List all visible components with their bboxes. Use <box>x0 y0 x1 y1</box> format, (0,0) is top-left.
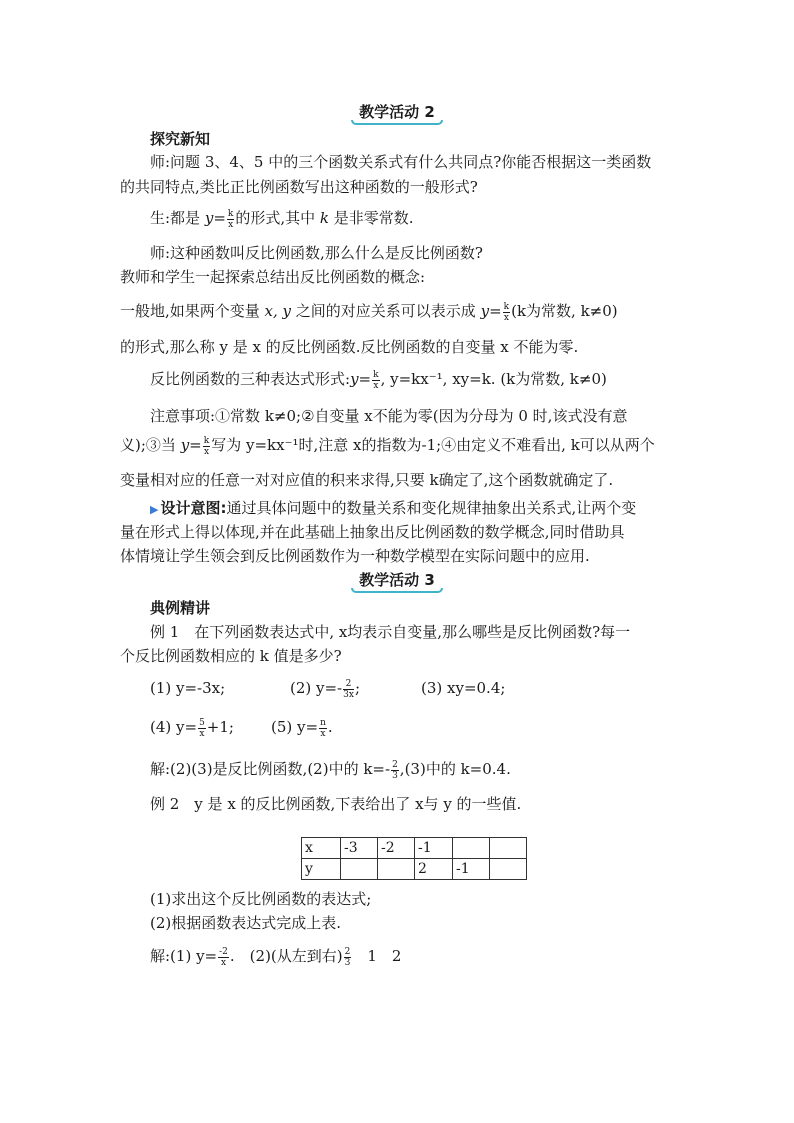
teacher-question-1-line-2: 的共同特点,类比正比例函数写出这种函数的一般形式? <box>120 178 478 196</box>
table-row <box>302 859 527 880</box>
teacher-question-1-line-1: 师:问题 3、4、5 中的三个函数关系式有什么共同点?你能否根据这一类函数 <box>150 153 652 171</box>
notes-line-3: 变量相对应的任意一对对应值的积来求得,只要 k确定了,这个函数就确定了. <box>120 471 614 489</box>
table-cell: x <box>302 838 341 859</box>
option-4: (4) y= $\frac{5}{x}$ +1; <box>150 717 234 739</box>
option-2: (2) y=- $\frac{2}{3x}$ ; <box>290 678 361 700</box>
table-cell: -3 <box>341 838 378 859</box>
design-intent-line-2: 量在形式上得以体现,并在此基础上抽象出反比例函数的数学概念,同时借助具 <box>120 523 625 541</box>
fraction-k-over-x: $\frac{k}{x}$ <box>227 208 234 230</box>
definition-line-1: 一般地,如果两个变量 x, y 之间的对应关系可以表示成 y= $\frac{k}{x}$ (k为常数, k≠0) <box>120 301 618 323</box>
example1-line-1: 例 1 在下列函数表达式中, x均表示自变量,那么哪些是反比例函数?每一 <box>150 623 631 641</box>
three-forms: 反比例函数的三种表达式形式:y= $\frac{k}{x}$ , y=kx⁻¹, xy=k. (k为常数, k≠0) <box>150 369 607 391</box>
play-arrow-icon: ▶ <box>150 503 159 516</box>
solution-1: 解:(2)(3)是反比例函数,(2)中的 k=- $\frac{2}{3}$ ,(3)中的 k=0.4. <box>150 759 511 781</box>
student-answer: 生:都是 y= $\frac{k}{x}$ 的形式,其中 k 是非零常数. <box>150 208 414 230</box>
table-cell: -1 <box>415 838 453 859</box>
explore-text: 教师和学生一起探索总结出反比例函数的概念: <box>120 268 426 286</box>
activity2-subheading: 探究新知 <box>150 130 211 148</box>
question-1: (1)求出这个反比例函数的表达式; <box>150 890 372 908</box>
activity2-heading-wrap <box>0 101 794 125</box>
table-cell: -1 <box>453 859 490 880</box>
option-1: (1) y=-3x; <box>150 679 226 697</box>
solution-2: 解:(1) y= $\frac{-2}{x}$ . (2)(从左到右) $\frac{2}{3}$ 1 2 <box>150 946 402 968</box>
table-cell <box>490 838 527 859</box>
option-5: (5) y= $\frac{n}{x}$ . <box>271 717 333 739</box>
question-2: (2)根据函数表达式完成上表. <box>150 914 342 932</box>
option-3: (3) xy=0.4; <box>421 679 506 697</box>
notes-line-2: 义);③当 y= $\frac{k}{x}$ 写为 y=kx⁻¹时,注意 x的指数为-1;④由定义不难看出, k可以从两个 <box>120 435 655 457</box>
teacher-question-2: 师:这种函数叫反比例函数,那么什么是反比例函数? <box>150 244 483 262</box>
table-cell <box>490 859 527 880</box>
design-intent-line-1: ▶ 设计意图:通过具体问题中的数量关系和变化规律抽象出关系式,让两个变 <box>150 499 637 517</box>
table-cell <box>378 859 415 880</box>
table-cell: -2 <box>378 838 415 859</box>
notes-line-1: 注意事项:①常数 k≠0;②自变量 x不能为零(因为分母为 0 时,该式没有意 <box>150 407 628 425</box>
activity3-heading: 教学活动 3 <box>353 569 441 593</box>
activity2-heading: 教学活动 2 <box>353 101 441 125</box>
activity3-subheading: 典例精讲 <box>150 599 211 617</box>
activity3-heading-wrap <box>0 569 794 593</box>
table-cell: y <box>302 859 341 880</box>
example1-line-2: 个反比例函数相应的 k 值是多少? <box>120 647 342 665</box>
design-intent-line-3: 体情境让学生领会到反比例函数作为一种数学模型在实际问题中的应用. <box>120 547 590 565</box>
table-cell: 2 <box>415 859 453 880</box>
example2: 例 2 y 是 x 的反比例函数,下表给出了 x与 y 的一些值. <box>150 795 522 813</box>
table-cell <box>453 838 490 859</box>
definition-line-2: 的形式,那么称 y 是 x 的反比例函数.反比例函数的自变量 x 不能为零. <box>120 338 579 356</box>
value-table <box>301 837 527 880</box>
table-row <box>302 838 527 859</box>
table-cell <box>341 859 378 880</box>
